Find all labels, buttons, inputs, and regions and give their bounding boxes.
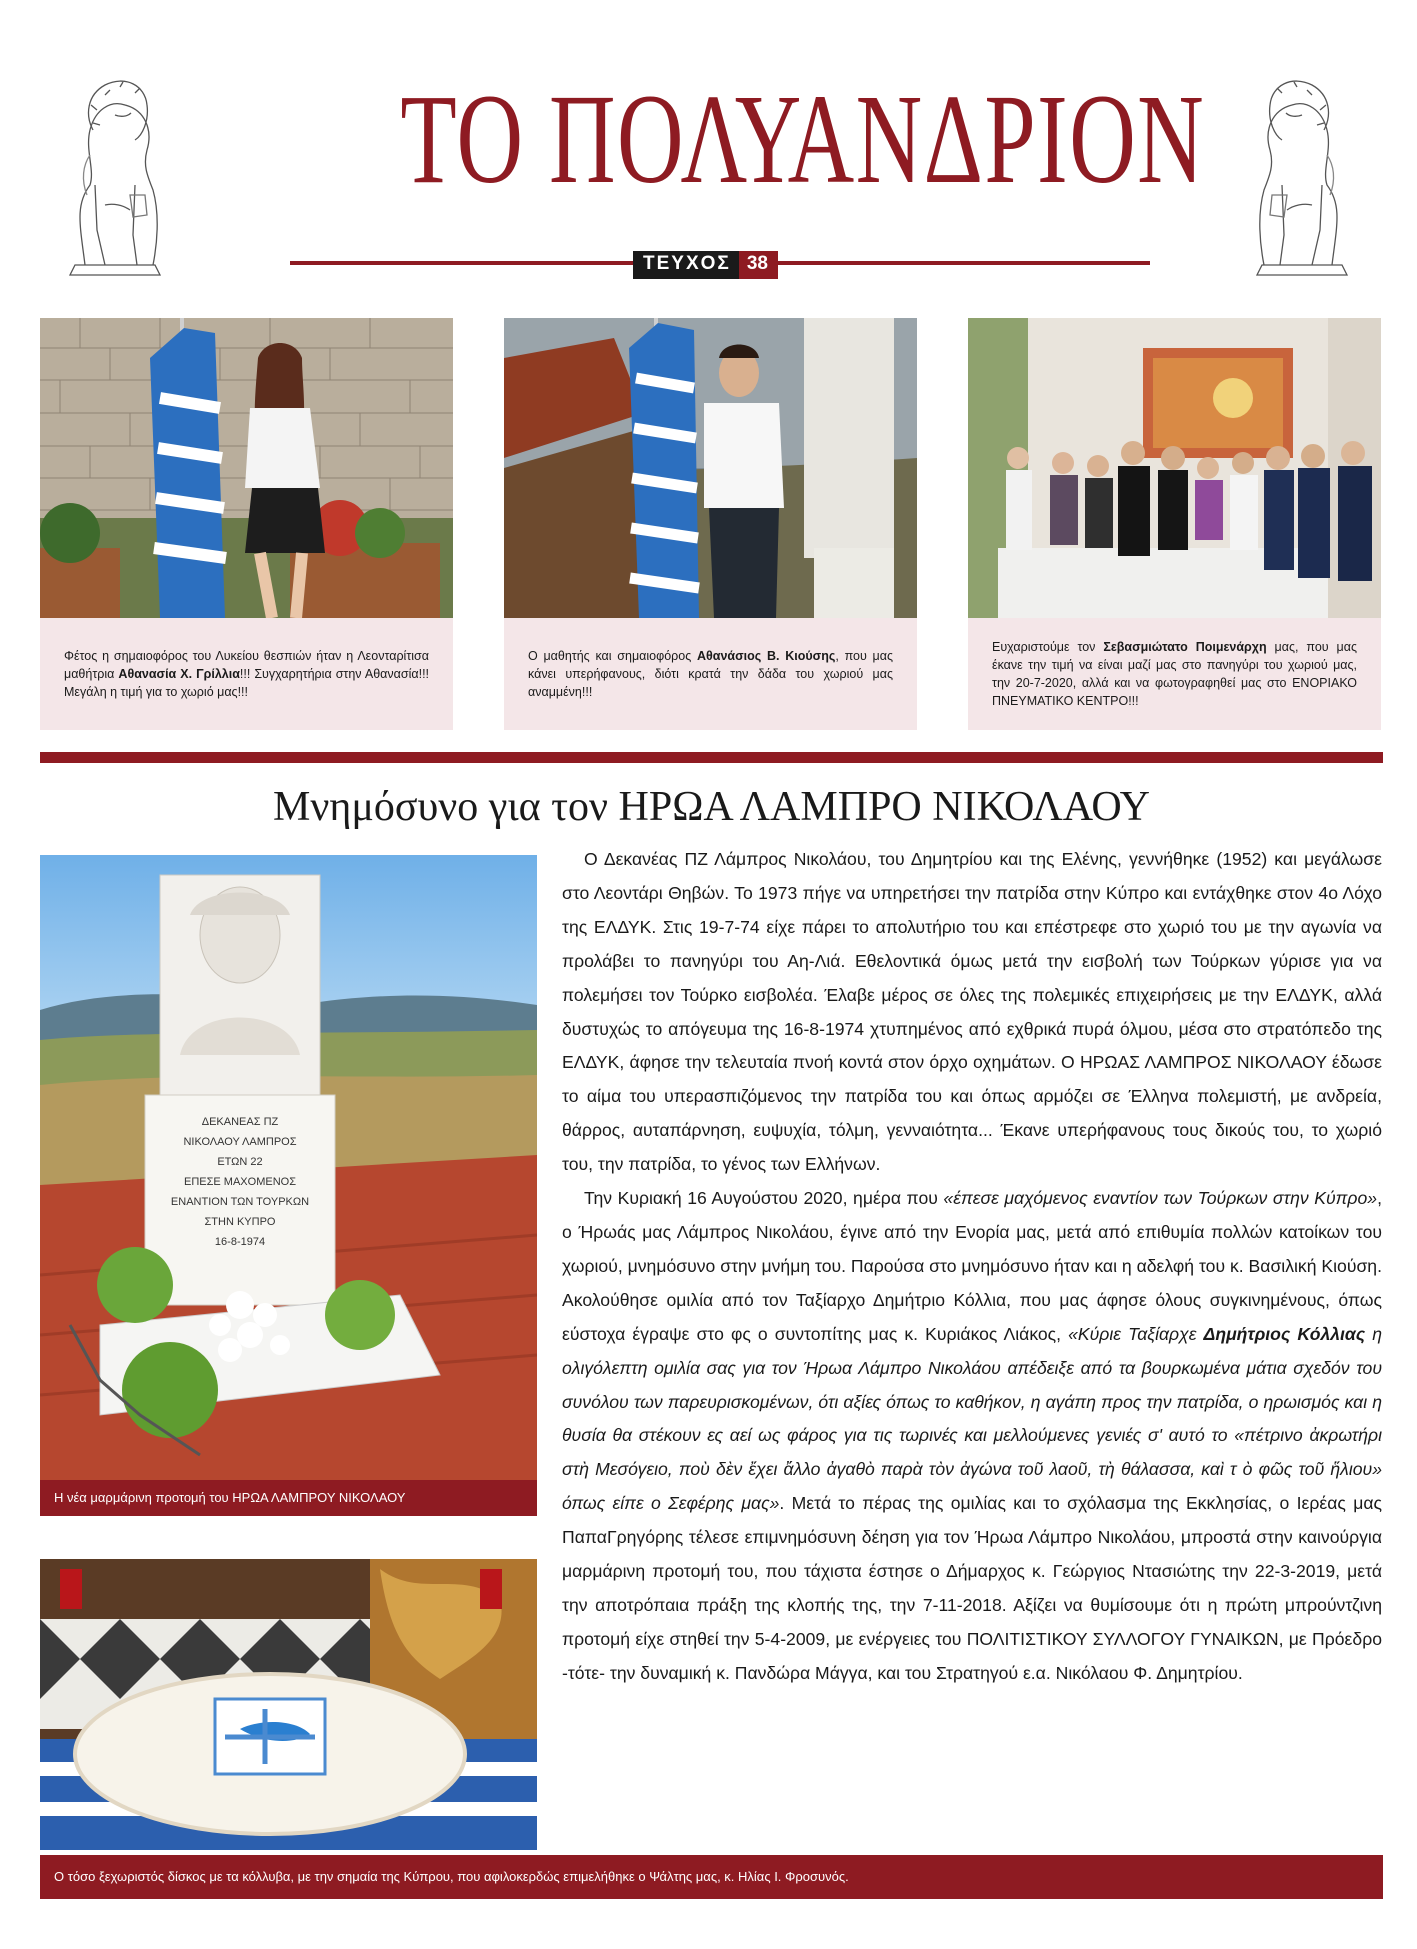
caption-text: Φέτος η σημαιοφόρος του Λυκείου θεσπιών ήταν η Λεονταρίτισα μαθήτρια bbox=[64, 649, 429, 681]
caption-name: Αθανάσιος Β. Κιούσης bbox=[697, 649, 836, 663]
article-title: Μνημόσυνο για τον ΗΡΩΑ ΛΑΜΠΡΟ ΝΙΚΟΛΑΟΥ bbox=[273, 784, 1150, 830]
inscription-line: ΝΙΚΟΛΑΟΥ ΛΑΜΠΡΟΣ bbox=[183, 1136, 297, 1148]
text-run: . Μετά το πέρας της ομιλίας και το σχόλασμα της Εκκλησίας, ο Ιερέας μας ΠαπαΓρηγόρης τέλεσε επιμνημόσυνη δέηση για τον Ήρωα Λάμπρο Νικολάου, μπροστά στην καινούργια μαρμάρινη προτομή του, που τάχιστα έστησε ο Δήμαρχος κ. Γεώργιος Ντασιώτης την 22-3-2019, μετά την αποτρόπαια πράξη της κλοπής της, την 7-11-2018. Αξίζει να θυμίσουμε ότι η πρώτη μπρούντζινη προτομή είχε στηθεί την 5-4-2009, με ενέργειες του ΠΟΛΙΤΙΣΤΙΚΟΥ ΣΥΛΛΟΓΟΥ ΓΥΝΑΙΚΩΝ, με Πρόεδρο -τότε- την δυναμική κ. Πανδώρα Μάγγα, και του Στρατηγού ε.α. Νικόλαου Φ. Δημητρίου. bbox=[562, 1493, 1382, 1683]
caption-group-with-metropolitan bbox=[968, 618, 1381, 730]
quote-run: «έπεσε μαχόμενος εναντίον των Τούρκων στην Κύπρο» bbox=[943, 1188, 1378, 1209]
caption-name: Σεβασμιώτατο Ποιμενάρχη bbox=[1103, 640, 1267, 654]
caption-flag-bearer-boy bbox=[504, 618, 917, 730]
caption-text: !!! Συγχαρητήρια στην Αθανασία!!! Μεγάλη η τιμή για το χωριό μας!!! bbox=[64, 667, 430, 699]
text-run: Την Κυριακή 16 Αυγούστου 2020, ημέρα που bbox=[584, 1188, 944, 1209]
issue-badge bbox=[633, 251, 778, 279]
article-body bbox=[562, 843, 1382, 1691]
issue-label: ΤΕΥΧΟΣ bbox=[633, 251, 739, 279]
caption-name: Αθανασία Χ. Γρίλλια bbox=[118, 667, 240, 681]
photo-kollyva-tray bbox=[40, 1559, 537, 1850]
caption-kollyva-tray: Ο τόσο ξεχωριστός δίσκος με τα κόλλυβα, με την σημαία της Κύπρου, που αφιλοκερδώς επιμελήθηκε ο Ψάλτης μας, κ. Ηλίας Ι. Φροσυνός. bbox=[40, 1855, 1383, 1899]
issue-number: 38 bbox=[739, 251, 778, 279]
caption-text: μας, που μας έκανε την τιμή να είναι μαζί μας στο πανηγύρι του χωριού μας, την 20-7-2020, αλλά και να φωτογραφηθεί μας στο ΕΝΟΡΙΑΚΟ ΠΝΕΥΜΑΤΙΚΟ ΚΕΝΤΡΟ!!! bbox=[992, 640, 1357, 708]
masthead-title: ΤΟ ΠΟΛΥΑΝΔΡΙΟΝ bbox=[400, 68, 1206, 210]
text-run: , ο Ήρωάς μας Λάμπρος Νικολάου, έγινε από την Ενορία μας, μετά από επιθυμία πολλών κατοίκων του χωριού, μνημόσυνο στην μνήμη του. Παρούσα στο μνημόσυνο ήταν και η αδελφή του κ. Βασιλική Κιούση. Ακολούθησε ομιλία από τον Ταξίαρχο Δημήτριο Κόλλια, που μας άφησε όλους συγκινημένους, όπως εύστοχα έγραψε στο φς ο συντοπίτης μας κ. Κυριάκος Λιάκος, bbox=[562, 1188, 1382, 1344]
quote-run bbox=[562, 1324, 1382, 1514]
inscription-line: ΣΤΗΝ ΚΥΠΡΟ bbox=[204, 1216, 276, 1228]
photo-flag-bearer-boy bbox=[504, 318, 917, 618]
caption-text: Ο μαθητής και σημαιοφόρος bbox=[528, 649, 698, 663]
text-run: η ολιγόλεπτη ομιλία σας για τον Ήρωα Λάμπρο Νικολάου απέδειξε από τα βουρκωμένα μάτια σχεδόν του συνόλου των παρευρισκομένων, ότι αξίες όπως το καθήκον, η αγάπη προς την πατρίδα, ο ηρωισμός και η θυσία θα στέκουν ες αεί ως φάρος για τις τωρινές και μελλούμενες γενιές σ' αυτό το «πέτρινο ἀκρωτήρι στὴ Μεσόγειο, ποὺ δὲν ἔχει ἄλλο ἀγαθὸ παρὰ τὸν ἀγώνα τοῦ λαοῦ, τὴ θάλασσα, καὶ τ ὸ φῶς τοῦ ἥλιου» όπως είπε ο Σεφέρης μας» bbox=[562, 1323, 1382, 1514]
photo-group-with-metropolitan bbox=[968, 318, 1381, 618]
caption-flag-bearer-girl bbox=[40, 618, 453, 730]
lion-statue-left-illustration bbox=[35, 55, 185, 280]
caption-text: Ευχαριστούμε τον bbox=[992, 640, 1104, 654]
lion-statue-right-illustration bbox=[1232, 55, 1382, 280]
article-paragraph-1: Ο Δεκανέας ΠΖ Λάμπρος Νικολάου, του Δημητρίου και της Ελένης, γεννήθηκε (1952) και μεγάλωσε στο Λεοντάρι Θηβών. Το 1973 πήγε να υπηρετήσει την πατρίδα στην Κύπρο και εντάχθηκε στον 4ο Λόχο της ΕΛΔΥΚ. Στις 19-7-74 είχε πάρει το απολυτήριο του και επέστρεφε στο χωριό του με την αγωνία να προλάβει το πανηγύρι του Αη-Λιά. Εθελοντικά όμως μετά την εισβολή των Τούρκων γύρισε για να πολεμήσει τον Τούρκο εισβολέα. Έλαβε μέρος σε όλες της πολεμικές επιχειρήσεις με την ΕΛΔΥΚ, αλλά δυστυχώς το απόγευμα της 16-8-1974 χτυπημένος από εχθρικά πυρά όλμου, μέσα στο στρατόπεδο της ΕΛΔΥΚ, άφησε την τελευταία πνοή κοντά στον όρχο οχημάτων. Ο ΗΡΩΑΣ ΛΑΜΠΡΟΣ ΝΙΚΟΛΑΟΥ έδωσε το αίμα του υπερασπιζόμενος την πατρίδα του και όπως αρμόζει σε Έλληνα πολεμιστή, με ανδρεία, θάρρος, αυταπάρνηση, ευψυχία, τόλμη, γενναιότητα... Έκανε υπερήφανους τους δικούς του, το χωριό του, την πατρίδα, το γένος των Ελλήνων. bbox=[562, 849, 1382, 1175]
inscription-line: ΕΝΑΝΤΙΟΝ ΤΩΝ ΤΟΥΡΚΩΝ bbox=[170, 1196, 310, 1208]
quote-bold-name: Δημήτριος Κόλλιας bbox=[1203, 1323, 1366, 1344]
inscription-line: ΕΠΕΣΕ ΜΑΧΟΜΕΝΟΣ bbox=[183, 1176, 297, 1188]
inscription-line: ΔΕΚΑΝΕΑΣ ΠΖ bbox=[201, 1116, 279, 1128]
caption-text: , που μας κάνει υπερήφανους, διότι κρατά την δάδα του χωριού μας αναμμένη!!! bbox=[528, 649, 894, 699]
article-paragraph-2 bbox=[562, 1182, 1382, 1691]
text-run: «Κύριε Ταξίαρχε bbox=[1068, 1323, 1204, 1344]
inscription-line: 16-8-1974 bbox=[214, 1236, 266, 1248]
photo-flag-bearer-girl bbox=[40, 318, 453, 618]
section-divider bbox=[40, 752, 1383, 763]
inscription-line: ΕΤΩΝ 22 bbox=[217, 1156, 263, 1168]
photo-marble-bust bbox=[40, 855, 537, 1480]
caption-marble-bust: Η νέα μαρμάρινη προτομή του ΗΡΩΑ ΛΑΜΠΡΟΥ ΝΙΚΟΛΑΟΥ bbox=[40, 1480, 537, 1516]
